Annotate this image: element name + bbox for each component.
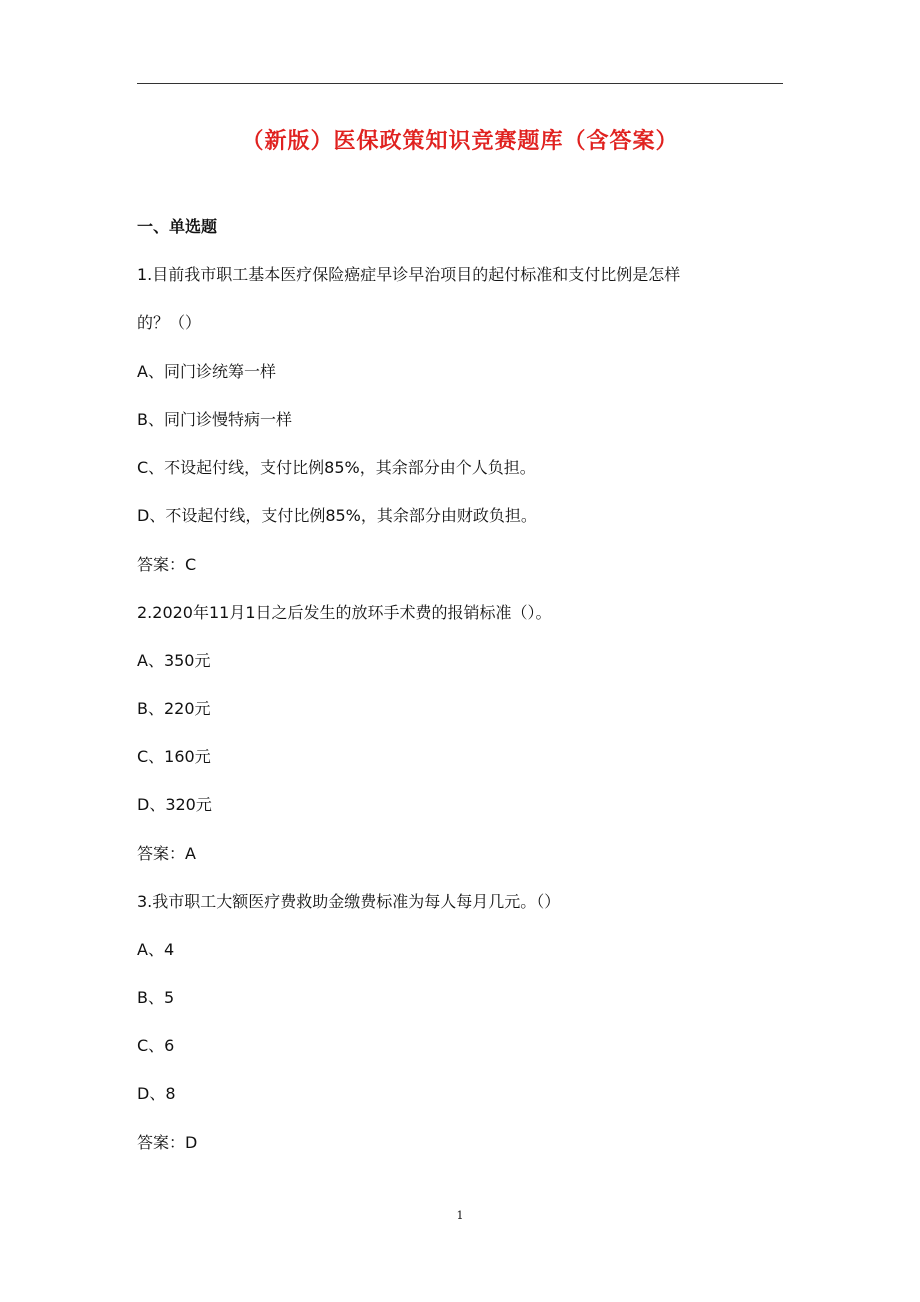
- question-1-option-d: D、不设起付线，支付比例85%，其余部分由财政负担。: [137, 506, 537, 525]
- question-3-option-a: A、4: [137, 940, 175, 959]
- question-3-option-b: B、5: [137, 988, 175, 1007]
- question-3-stem: 3.我市职工大额医疗费救助金缴费标准为每人每月几元。（）: [137, 892, 561, 911]
- section-heading: 一、单选题: [137, 217, 218, 236]
- question-1-stem-line-2: 的？（）: [137, 313, 202, 332]
- question-2-stem: 2.2020年11月1日之后发生的放环手术费的报销标准（）。: [137, 603, 552, 622]
- header-rule: [137, 83, 783, 84]
- question-2-option-c: C、160元: [137, 747, 211, 766]
- question-3-option-c: C、6: [137, 1036, 175, 1055]
- page-number: 1: [456, 1209, 464, 1222]
- question-1-option-c: C、不设起付线，支付比例85%，其余部分由个人负担。: [137, 458, 536, 477]
- question-1-stem-line-1: 1.目前我市职工基本医疗保险癌症早诊早治项目的起付标准和支付比例是怎样: [137, 265, 681, 284]
- question-3-answer: 答案：D: [137, 1133, 198, 1152]
- question-1-answer: 答案：C: [137, 555, 197, 574]
- question-1-option-a: A、同门诊统筹一样: [137, 362, 276, 381]
- question-1-option-b: B、同门诊慢特病一样: [137, 410, 292, 429]
- question-2-option-a: A、350元: [137, 651, 211, 670]
- question-2-option-b: B、220元: [137, 699, 211, 718]
- question-2-answer: 答案：A: [137, 844, 196, 863]
- question-2-option-d: D、320元: [137, 795, 212, 814]
- question-3-option-d: D、8: [137, 1084, 176, 1103]
- document-title: （新版）医保政策知识竞赛题库（含答案）: [241, 129, 679, 154]
